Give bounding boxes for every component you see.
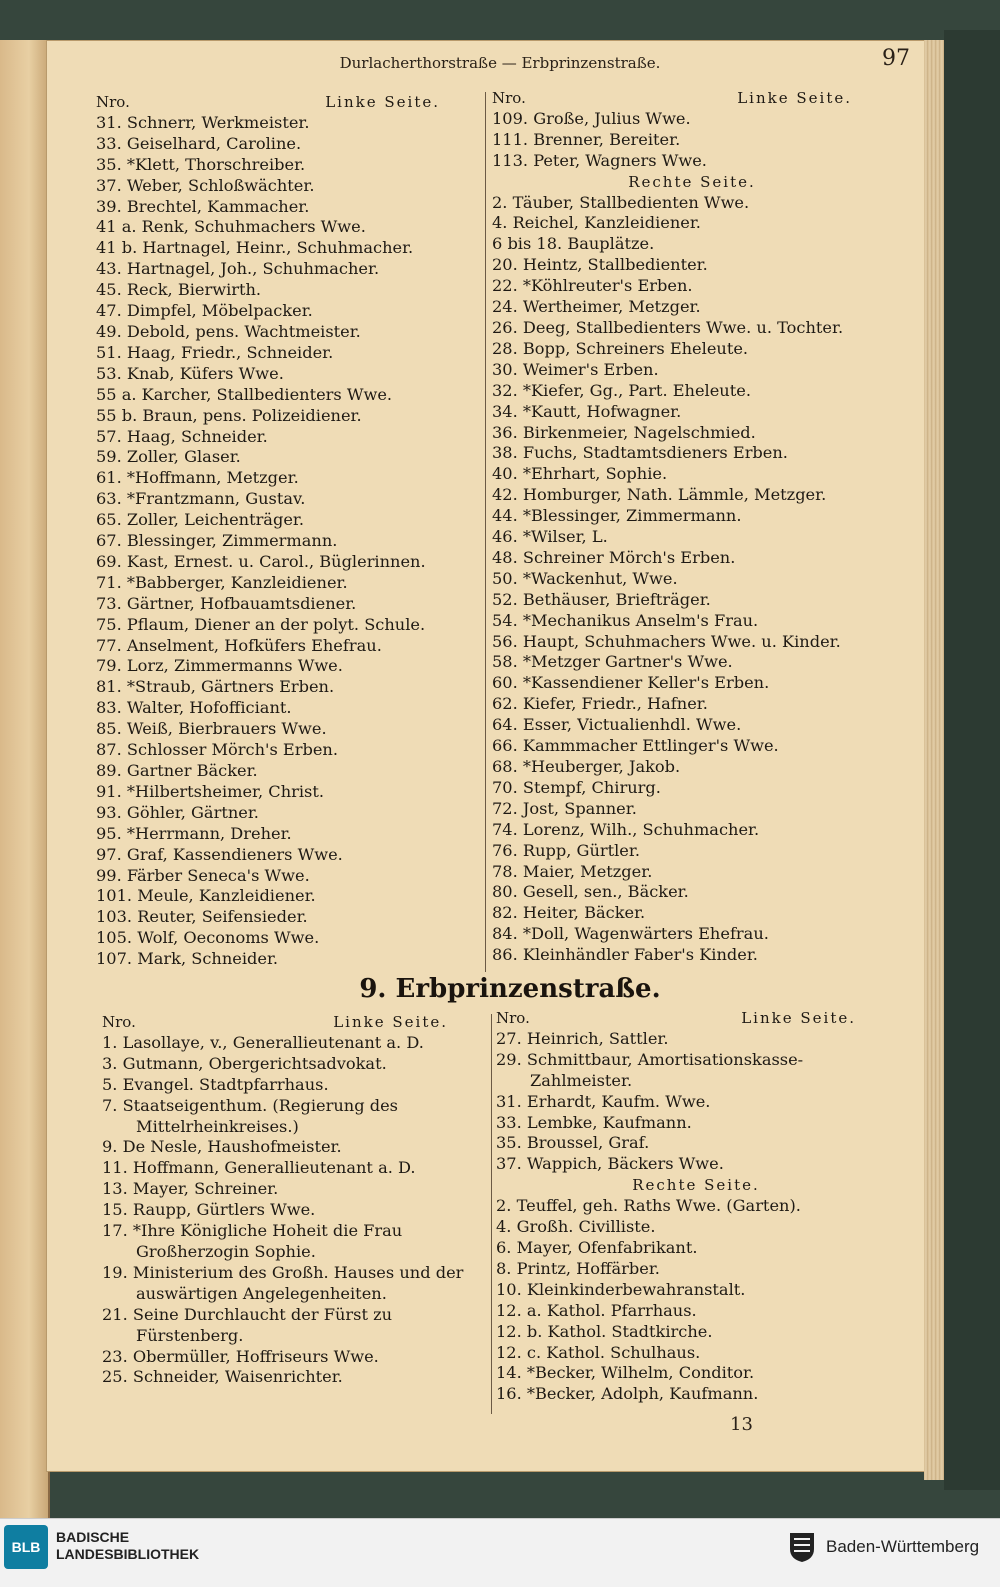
list-item: 111. Brenner, Bereiter. xyxy=(492,129,681,149)
list-item: 53. Knab, Küfers Wwe. xyxy=(96,363,284,383)
list-item: 39. Brechtel, Kammacher. xyxy=(96,196,310,216)
list-item: 4. Großh. Civilliste. xyxy=(496,1217,656,1237)
list-item: 5. Evangel. Stadtpfarrhaus. xyxy=(102,1074,329,1094)
list-item: 8. Printz, Hoffärber. xyxy=(496,1258,660,1278)
list-item: 86. Kleinhändler Faber's Kinder. xyxy=(492,945,758,965)
list-item: 12. b. Kathol. Stadtkirche. xyxy=(496,1321,713,1341)
entry-list-right-side xyxy=(492,193,892,967)
list-item: 91. *Hilbertsheimer, Christ. xyxy=(96,781,324,801)
column-header xyxy=(492,88,892,109)
list-item: 62. Kiefer, Friedr., Hafner. xyxy=(492,694,708,714)
list-item: 25. Schneider, Waisenrichter. xyxy=(102,1367,343,1387)
signature-mark: 13 xyxy=(730,1414,753,1435)
list-item: 84. *Doll, Wagenwärters Ehefrau. xyxy=(492,924,769,944)
list-item: 41 b. Hartnagel, Heinr., Schuhmacher. xyxy=(96,238,414,258)
list-item: 29. Schmittbaur, Amortisationskasse-Zahlmeister. xyxy=(496,1049,804,1090)
list-item: 69. Kast, Ernest. u. Carol., Büglerinnen. xyxy=(96,551,426,571)
list-item: 41 a. Renk, Schuhmachers Wwe. xyxy=(96,217,366,237)
list-item: 28. Bopp, Schreiners Eheleute. xyxy=(492,338,749,358)
list-item: 42. Homburger, Nath. Lämmle, Metzger. xyxy=(492,485,827,505)
list-item: 2. Täuber, Stallbedienten Wwe. xyxy=(492,192,750,212)
list-item: 71. *Babberger, Kanzleidiener. xyxy=(96,572,348,592)
list-item: 54. *Mechanikus Anselm's Frau. xyxy=(492,610,759,630)
side-label: Linke Seite. xyxy=(737,89,852,107)
list-item: 83. Walter, Hofofficiant. xyxy=(96,698,292,718)
list-item: 33. Lembke, Kaufmann. xyxy=(496,1112,692,1132)
list-item: 17. *Ihre Königliche Hoheit die Frau Großherzogin Sophie. xyxy=(102,1221,403,1261)
list-item: 85. Weiß, Bierbrauers Wwe. xyxy=(96,719,327,739)
list-item: 58. *Metzger Gartner's Wwe. xyxy=(492,652,733,672)
list-item: 89. Gartner Bäcker. xyxy=(96,761,258,780)
list-item: 15. Raupp, Gürtlers Wwe. xyxy=(102,1200,316,1220)
side-label: Linke Seite. xyxy=(325,93,440,111)
list-item: 36. Birkenmeier, Nagelschmied. xyxy=(492,422,756,442)
list-item: 10. Kleinkinderbewahranstalt. xyxy=(496,1279,746,1299)
entry-list-left-side xyxy=(492,109,892,172)
list-item: 22. *Köhlreuter's Erben. xyxy=(492,276,693,296)
book-cover-right xyxy=(944,30,1000,1490)
list-item: 43. Hartnagel, Joh., Schuhmacher. xyxy=(96,259,380,279)
bottom-right-column xyxy=(496,1008,896,1405)
list-item: 74. Lorenz, Wilh., Schuhmacher. xyxy=(492,819,760,839)
list-item: 79. Lorz, Zimmermanns Wwe. xyxy=(96,656,343,676)
list-item: 27. Heinrich, Sattler. xyxy=(496,1028,669,1048)
side-label: Linke Seite. xyxy=(333,1013,448,1031)
list-item: 40. *Ehrhart, Sophie. xyxy=(492,464,668,484)
entry-list-left-side xyxy=(496,1029,896,1175)
list-item: 93. Göhler, Gärtner. xyxy=(96,802,259,822)
list-item: 60. *Kassendiener Keller's Erben. xyxy=(492,673,770,693)
blb-logo[interactable]: BLB xyxy=(4,1525,48,1569)
list-item: 99. Färber Seneca's Wwe. xyxy=(96,865,310,885)
list-item: 95. *Herrmann, Dreher. xyxy=(96,823,292,843)
list-item: 103. Reuter, Seifensieder. xyxy=(96,907,308,927)
list-item: 24. Wertheimer, Metzger. xyxy=(492,297,701,317)
list-item: 47. Dimpfel, Möbelpacker. xyxy=(96,301,313,321)
list-item: 11. Hoffmann, Generallieutenant a. D. xyxy=(102,1158,416,1178)
footer-bar xyxy=(0,1518,1000,1587)
side-label-right: Rechte Seite. xyxy=(632,1176,760,1195)
list-item: 6 bis 18. Bauplätze. xyxy=(492,234,655,254)
list-item: 76. Rupp, Gürtler. xyxy=(492,840,640,860)
institution-line1: BADISCHE xyxy=(56,1529,130,1545)
list-item: 73. Gärtner, Hofbauamtsdiener. xyxy=(96,593,357,613)
list-item: 67. Blessinger, Zimmermann. xyxy=(96,531,338,551)
list-item: 1. Lasollaye, v., Generallieutenant a. D. xyxy=(102,1032,424,1052)
column-header xyxy=(496,1008,896,1029)
list-item: 52. Bethäuser, Briefträger. xyxy=(492,589,711,609)
list-item: 49. Debold, pens. Wachtmeister. xyxy=(96,321,361,341)
column-header xyxy=(96,92,480,113)
column-divider-bottom xyxy=(491,1014,492,1414)
list-item: 20. Heintz, Stallbedienter. xyxy=(492,255,708,275)
page-number: 97 xyxy=(882,46,910,71)
top-left-column xyxy=(96,92,480,970)
column-divider-top xyxy=(485,92,486,972)
list-item: 19. Ministerium des Großh. Hauses und der auswärtigen Angelegenheiten. xyxy=(102,1262,464,1303)
coat-of-arms-icon xyxy=(788,1531,816,1563)
list-item: 87. Schlosser Mörch's Erben. xyxy=(96,740,338,760)
list-item: 75. Pflaum, Diener an der polyt. Schule. xyxy=(96,614,426,634)
list-item: 56. Haupt, Schuhmachers Wwe. u. Kinder. xyxy=(492,631,841,651)
state-name[interactable]: Baden-Württemberg xyxy=(826,1537,980,1556)
list-item: 78. Maier, Metzger. xyxy=(492,861,653,881)
list-item: 55 b. Braun, pens. Polizeidiener. xyxy=(96,405,362,425)
side-label-right: Rechte Seite. xyxy=(628,172,756,191)
institution-name xyxy=(56,1529,199,1563)
list-item: 7. Staatseigenthum. (Regierung des Mittelrheinkreises.) xyxy=(102,1095,398,1136)
list-item: 38. Fuchs, Stadtamtsdieners Erben. xyxy=(492,443,788,463)
list-item: 14. *Becker, Wilhelm, Conditor. xyxy=(496,1363,755,1383)
list-item: 63. *Frantzmann, Gustav. xyxy=(96,489,306,509)
list-item: 12. a. Kathol. Pfarrhaus. xyxy=(496,1300,697,1320)
list-item: 16. *Becker, Adolph, Kaufmann. xyxy=(496,1384,759,1404)
running-title: Durlacherthorstraße — Erbprinzenstraße. xyxy=(339,54,661,72)
list-item: 21. Seine Durchlaucht der Fürst zu Fürstenberg. xyxy=(102,1304,393,1345)
list-item: 101. Meule, Kanzleidiener. xyxy=(96,886,316,906)
list-item: 109. Große, Julius Wwe. xyxy=(492,108,691,128)
list-item: 57. Haag, Schneider. xyxy=(96,426,268,446)
list-item: 64. Esser, Victualienhdl. Wwe. xyxy=(492,715,742,735)
list-item: 37. Wappich, Bäckers Wwe. xyxy=(496,1154,724,1174)
list-item: 23. Obermüller, Hoffriseurs Wwe. xyxy=(102,1346,379,1366)
list-item: 55 a. Karcher, Stallbedienters Wwe. xyxy=(96,384,393,404)
section-title: 9. Erbprinzenstraße. xyxy=(359,974,661,1004)
page-edges xyxy=(924,40,944,1480)
list-item: 30. Weimer's Erben. xyxy=(492,359,659,379)
list-item: 80. Gesell, sen., Bäcker. xyxy=(492,882,689,902)
nro-label: Nro. xyxy=(102,1013,136,1031)
list-item: 6. Mayer, Ofenfabrikant. xyxy=(496,1237,698,1257)
list-item: 37. Weber, Schloßwächter. xyxy=(96,175,315,195)
entry-list xyxy=(96,113,480,970)
list-item: 51. Haag, Friedr., Schneider. xyxy=(96,342,334,362)
list-item: 70. Stempf, Chirurg. xyxy=(492,777,661,797)
list-item: 13. Mayer, Schreiner. xyxy=(102,1179,279,1199)
list-item: 65. Zoller, Leichenträger. xyxy=(96,510,305,530)
list-item: 107. Mark, Schneider. xyxy=(96,949,279,969)
bottom-left-column xyxy=(102,1012,488,1388)
list-item: 66. Kammmacher Ettlinger's Wwe. xyxy=(492,736,779,756)
list-item: 35. *Klett, Thorschreiber. xyxy=(96,154,306,174)
list-item: 46. *Wilser, L. xyxy=(492,527,608,547)
entry-list-right-side xyxy=(496,1196,896,1405)
list-item: 34. *Kautt, Hofwagner. xyxy=(492,401,682,421)
book-binding-left xyxy=(0,40,50,1530)
list-item: 77. Anselment, Hofküfers Ehefrau. xyxy=(96,635,382,655)
list-item: 31. Schnerr, Werkmeister. xyxy=(96,112,310,132)
list-item: 4. Reichel, Kanzleidiener. xyxy=(492,213,701,233)
list-item: 59. Zoller, Glaser. xyxy=(96,447,241,467)
list-item: 45. Reck, Bierwirth. xyxy=(96,280,262,300)
nro-label: Nro. xyxy=(492,89,526,107)
list-item: 31. Erhardt, Kaufm. Wwe. xyxy=(496,1091,711,1111)
list-item: 9. De Nesle, Haushofmeister. xyxy=(102,1137,342,1157)
list-item: 50. *Wackenhut, Wwe. xyxy=(492,568,678,588)
list-item: 113. Peter, Wagners Wwe. xyxy=(492,150,707,170)
list-item: 82. Heiter, Bäcker. xyxy=(492,903,646,923)
list-item: 44. *Blessinger, Zimmermann. xyxy=(492,506,742,526)
list-item: 35. Broussel, Graf. xyxy=(496,1133,650,1153)
nro-label: Nro. xyxy=(496,1009,530,1027)
list-item: 32. *Kiefer, Gg., Part. Eheleute. xyxy=(492,380,751,400)
entry-list xyxy=(102,1033,488,1388)
list-item: 2. Teuffel, geh. Raths Wwe. (Garten). xyxy=(496,1196,801,1216)
institution-line2: LANDESBIBLIOTHEK xyxy=(56,1546,200,1562)
nro-label: Nro. xyxy=(96,93,130,111)
list-item: 48. Schreiner Mörch's Erben. xyxy=(492,547,736,567)
list-item: 97. Graf, Kassendieners Wwe. xyxy=(96,844,343,864)
list-item: 61. *Hoffmann, Metzger. xyxy=(96,468,299,488)
list-item: 81. *Straub, Gärtners Erben. xyxy=(96,677,335,697)
list-item: 33. Geiselhard, Caroline. xyxy=(96,133,302,153)
list-item: 12. c. Kathol. Schulhaus. xyxy=(496,1342,701,1362)
top-right-column xyxy=(492,88,892,966)
list-item: 105. Wolf, Oeconoms Wwe. xyxy=(96,928,320,948)
column-header xyxy=(102,1012,488,1033)
side-label: Linke Seite. xyxy=(741,1009,856,1027)
list-item: 72. Jost, Spanner. xyxy=(492,798,637,818)
list-item: 3. Gutmann, Obergerichtsadvokat. xyxy=(102,1053,387,1073)
list-item: 26. Deeg, Stallbedienters Wwe. u. Tochter. xyxy=(492,317,844,337)
list-item: 68. *Heuberger, Jakob. xyxy=(492,757,681,776)
